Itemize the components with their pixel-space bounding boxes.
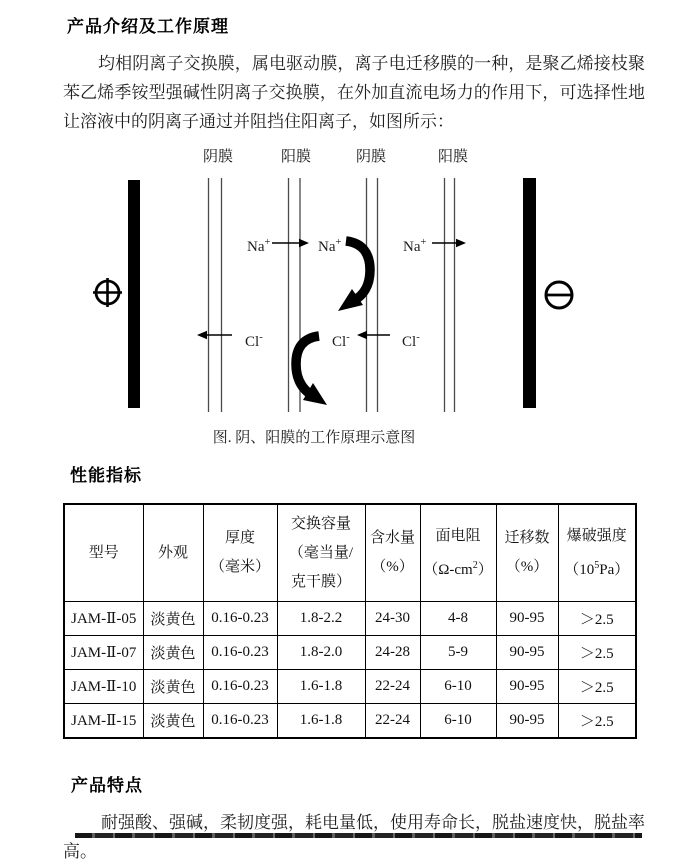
left-electrode-bar [128, 180, 140, 408]
membrane-label-anion-2: 阴膜 [355, 149, 387, 165]
cell-water: 24-30 [365, 602, 420, 636]
membrane-label-anion-1: 阴膜 [202, 149, 234, 165]
cell-transfer: 90-95 [496, 636, 558, 670]
performance-heading: 性能指标 [70, 466, 142, 485]
table-row [64, 704, 636, 739]
cell-transfer: 90-95 [496, 602, 558, 636]
cell-water: 22-24 [365, 704, 420, 739]
ion-label-cl-3: Cl- [402, 332, 420, 350]
cell-model: JAM-Ⅱ-15 [64, 704, 143, 739]
na-blocked-curved-arrow [338, 241, 370, 311]
col-header-transfer: 迁移数 （%） [496, 504, 558, 602]
cell-capacity: 1.6-1.8 [277, 704, 365, 739]
cell-water: 24-28 [365, 636, 420, 670]
cell-resistance: 4-8 [420, 602, 496, 636]
cl-arrow-left-1 [197, 331, 232, 339]
cell-model: JAM-Ⅱ-10 [64, 670, 143, 704]
cell-model: JAM-Ⅱ-07 [64, 636, 143, 670]
right-electrode-bar [523, 178, 536, 408]
col-header-burst: 爆破强度 $(10^5Pa)$ [558, 504, 636, 602]
col-header-model: 型号 [64, 504, 143, 602]
cell-burst: ＞2.5 [558, 636, 636, 670]
cell-transfer: 90-95 [496, 670, 558, 704]
cell-appearance: 淡黄色 [143, 636, 203, 670]
ion-label-na-1: Na+ [247, 237, 271, 255]
features-paragraph: 耐强酸、强碱，柔韧度强，耗电量低，使用寿命长，脱盐速度快，脱盐率高。 [63, 813, 645, 861]
cell-thickness: 0.16-0.23 [203, 602, 277, 636]
ion-label-na-3: Na+ [403, 237, 427, 255]
table-row [64, 670, 636, 704]
plus-electrode-icon [93, 278, 122, 307]
cell-transfer: 90-95 [496, 704, 558, 739]
col-header-water: 含水量 （%） [365, 504, 420, 602]
membrane-label-cation-2: 阳膜 [437, 149, 469, 165]
cell-resistance: 6-10 [420, 704, 496, 739]
cell-appearance: 淡黄色 [143, 704, 203, 739]
ion-label-na-2: Na+ [318, 237, 342, 255]
cell-thickness: 0.16-0.23 [203, 704, 277, 739]
cell-burst: ＞2.5 [558, 602, 636, 636]
cell-model: JAM-Ⅱ-05 [64, 602, 143, 636]
membrane-lines [209, 178, 455, 412]
ion-label-cl-2: Cl- [332, 332, 350, 350]
col-header-appearance: 外观 [143, 504, 203, 602]
cell-burst: ＞2.5 [558, 704, 636, 739]
minus-electrode-icon [546, 282, 572, 308]
cell-burst: ＞2.5 [558, 670, 636, 704]
cell-capacity: 1.6-1.8 [277, 670, 365, 704]
na-arrow-right-1 [272, 239, 309, 247]
table-row [64, 636, 636, 670]
cell-thickness: 0.16-0.23 [203, 636, 277, 670]
cell-appearance: 淡黄色 [143, 602, 203, 636]
cell-capacity: 1.8-2.2 [277, 602, 365, 636]
cl-arrow-left-2 [357, 331, 390, 339]
cell-resistance: 6-10 [420, 670, 496, 704]
cell-appearance: 淡黄色 [143, 670, 203, 704]
col-header-thickness: 厚度 （毫米） [203, 504, 277, 602]
membrane-working-principle-diagram [0, 140, 700, 450]
col-header-capacity: 交换容量 （毫当量/ 克干膜） [277, 504, 365, 602]
cell-water: 22-24 [365, 670, 420, 704]
col-header-resistance: 面电阻 $(\Omega-cm^2)$ [420, 504, 496, 602]
membrane-label-cation-1: 阳膜 [280, 149, 312, 165]
cell-resistance: 5-9 [420, 636, 496, 670]
intro-paragraph: 均相阴离子交换膜，属电驱动膜，离子电迁移膜的一种，是聚乙烯接枝聚苯乙烯季铵型强碱性阴离子交换膜，在外加直流电场力的作用下，可选择性地让溶液中的阴离子通过并阻挡住阳离子，如图所示： [63, 54, 645, 131]
performance-spec-table [63, 503, 637, 739]
table-header-row [64, 504, 636, 602]
ion-label-cl-1: Cl- [245, 332, 263, 350]
intro-heading: 产品介绍及工作原理 [67, 17, 229, 36]
na-arrow-right-2 [432, 239, 466, 247]
features-heading: 产品特点 [71, 776, 143, 795]
cell-capacity: 1.8-2.0 [277, 636, 365, 670]
table-row [64, 602, 636, 636]
clipped-next-text-line [75, 833, 642, 838]
cell-thickness: 0.16-0.23 [203, 670, 277, 704]
diagram-caption: 图. 阴、阳膜的工作原理示意图 [212, 430, 416, 446]
